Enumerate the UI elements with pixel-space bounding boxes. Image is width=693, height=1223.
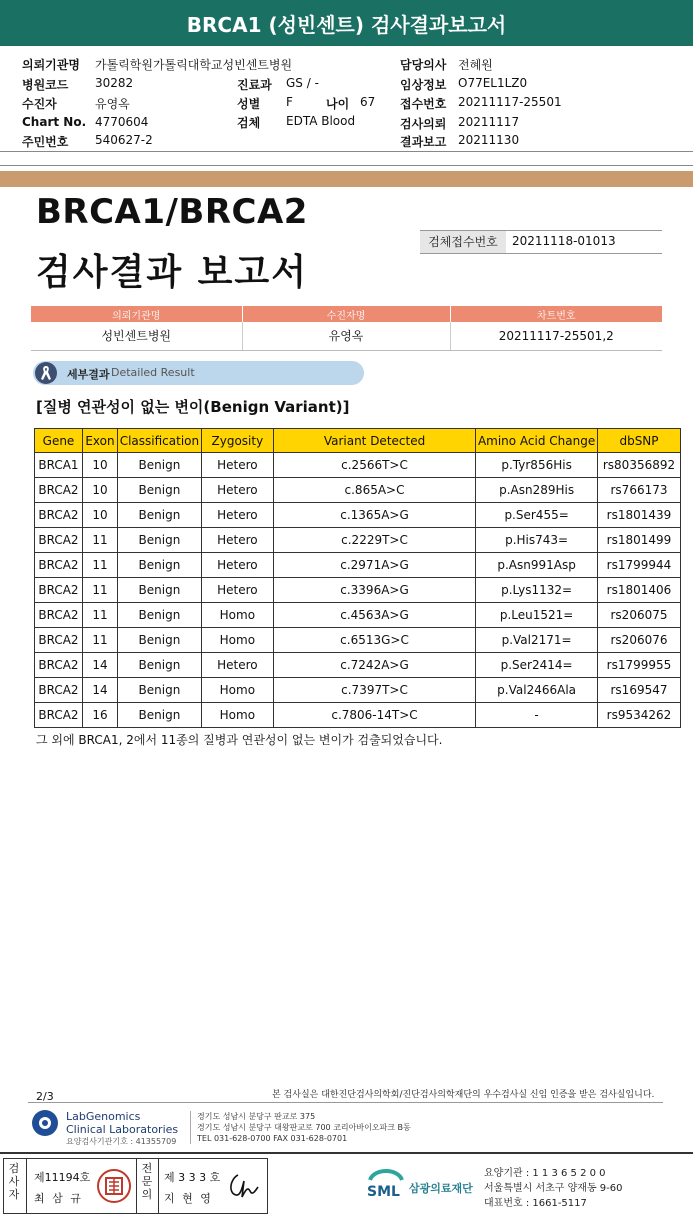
sml-code: 요양기관 : 1 1 3 6 5 2 0 0 <box>484 1168 606 1179</box>
info-table-row <box>31 322 662 350</box>
specialist-label: 전문의 <box>141 1162 153 1201</box>
cell-exon: 11 <box>82 628 117 653</box>
cell-gene: BRCA2 <box>35 603 83 628</box>
accession-label: 검체접수번호 <box>420 231 506 253</box>
cell-classification: Benign <box>117 553 201 578</box>
cell-dbsnp: rs1801406 <box>598 578 681 603</box>
sig-sep-2 <box>136 1159 137 1213</box>
lab-address-line3: TEL 031-628-0700 FAX 031-628-0701 <box>197 1134 348 1143</box>
cell-gene: BRCA2 <box>35 528 83 553</box>
cell-dbsnp: rs206075 <box>598 603 681 628</box>
cell-gene: BRCA2 <box>35 653 83 678</box>
chart-value: 4770604 <box>95 115 149 129</box>
info-header-institution: 의뢰기관명 <box>31 306 242 322</box>
table-row <box>35 453 681 478</box>
table-row <box>35 528 681 553</box>
sig-sep-3 <box>158 1159 159 1213</box>
cell-gene: BRCA2 <box>35 478 83 503</box>
cell-exon: 14 <box>82 678 117 703</box>
cell-variant: c.1365A>G <box>273 503 475 528</box>
detailed-result-pill <box>33 361 364 385</box>
hospital-code-value: 30282 <box>95 76 134 90</box>
col-zygosity: Zygosity <box>201 429 273 453</box>
lab-address-line1: 경기도 성남시 분당구 판교로 375 <box>197 1112 316 1121</box>
table-row <box>35 678 681 703</box>
col-dbsnp: dbSNP <box>598 429 681 453</box>
cell-variant: c.7242A>G <box>273 653 475 678</box>
cell-classification: Benign <box>117 603 201 628</box>
header-divider-top <box>0 151 693 152</box>
cell-classification: Benign <box>117 503 201 528</box>
cell-gene: BRCA2 <box>35 678 83 703</box>
lab-address <box>190 1111 411 1144</box>
cell-amino-acid: p.Ser2414= <box>476 653 598 678</box>
col-classification: Classification <box>117 429 201 453</box>
req-date-label: 검사의뢰 <box>400 117 447 131</box>
footer-divider <box>28 1102 663 1103</box>
table-row <box>35 503 681 528</box>
info-header-patient: 수진자명 <box>242 306 450 322</box>
hospital-code-label: 병원코드 <box>22 78 69 92</box>
info-header-chart: 차트번호 <box>450 306 662 322</box>
dept-value: GS / - <box>286 76 319 90</box>
cell-variant: c.7806-14T>C <box>273 703 475 728</box>
age-label: 나이 <box>326 97 350 111</box>
cell-amino-acid: p.Asn991Asp <box>476 553 598 578</box>
cell-classification: Benign <box>117 653 201 678</box>
labgenomics-logo-icon <box>32 1110 58 1136</box>
certification-note: 본 검사실은 대한진단검사의학회/진단검사의학재단의 우수검사실 신임 인증을 받은 검사실입니다. <box>272 1090 655 1100</box>
cell-dbsnp: rs1801439 <box>598 503 681 528</box>
institution-label: 의뢰기관명 <box>22 58 80 72</box>
cell-amino-acid: p.His743= <box>476 528 598 553</box>
cell-classification: Benign <box>117 453 201 478</box>
cell-zygosity: Hetero <box>201 653 273 678</box>
col-variant: Variant Detected <box>273 429 475 453</box>
cell-variant: c.865A>C <box>273 478 475 503</box>
signature-divider <box>0 1152 693 1154</box>
sex-label: 성별 <box>237 97 261 111</box>
cell-exon: 10 <box>82 478 117 503</box>
cell-dbsnp: rs206076 <box>598 628 681 653</box>
page-number: 2/3 <box>36 1090 54 1103</box>
cell-classification: Benign <box>117 703 201 728</box>
reg-no-value: 20211117-25501 <box>458 95 562 109</box>
cell-gene: BRCA2 <box>35 503 83 528</box>
report-date-value: 20211130 <box>458 133 520 147</box>
cell-exon: 10 <box>82 453 117 478</box>
chart-label: Chart No. <box>22 115 87 129</box>
cell-amino-acid: p.Lys1132= <box>476 578 598 603</box>
info-value-patient: 유영옥 <box>242 322 450 350</box>
cell-amino-acid: p.Leu1521= <box>476 603 598 628</box>
req-date-value: 20211117 <box>458 115 520 129</box>
cell-dbsnp: rs1799944 <box>598 553 681 578</box>
section-title: [질병 연관성이 없는 변이(Benign Variant)] <box>36 398 350 416</box>
institution-value: 가톨릭학원가톨릭대학교성빈센트병원 <box>95 58 293 72</box>
cell-exon: 14 <box>82 653 117 678</box>
tester-name: 최 삼 규 <box>34 1192 83 1205</box>
cell-gene: BRCA2 <box>35 553 83 578</box>
cell-amino-acid: p.Val2466Ala <box>476 678 598 703</box>
report-title-line2: 검사결과 보고서 <box>36 252 308 293</box>
table-row <box>35 653 681 678</box>
sml-name: 삼광의료재단 <box>409 1182 473 1195</box>
clinical-label: 임상정보 <box>400 78 447 92</box>
dept-label: 진료과 <box>237 78 272 92</box>
table-row <box>35 703 681 728</box>
cell-exon: 11 <box>82 553 117 578</box>
info-table <box>31 306 662 351</box>
cell-exon: 16 <box>82 703 117 728</box>
cell-zygosity: Homo <box>201 678 273 703</box>
cell-zygosity: Hetero <box>201 478 273 503</box>
patient-value: 유영옥 <box>95 97 130 111</box>
ribbon-icon <box>35 362 57 384</box>
lab-name-line1: LabGenomics <box>66 1110 141 1123</box>
cell-zygosity: Homo <box>201 603 273 628</box>
cell-exon: 10 <box>82 503 117 528</box>
doctor-label: 담당의사 <box>400 58 447 72</box>
reg-no-label: 접수번호 <box>400 97 447 111</box>
pill-label-en: Detailed Result <box>111 366 195 379</box>
sml-address: 서울특별시 서초구 양재동 9-60 <box>484 1183 623 1194</box>
specialist-no: 제 3 3 3 호 <box>164 1171 221 1184</box>
sig-sep-1 <box>26 1159 27 1213</box>
cell-zygosity: Hetero <box>201 578 273 603</box>
table-row <box>35 628 681 653</box>
cell-amino-acid: p.Tyr856His <box>476 453 598 478</box>
cell-dbsnp: rs9534262 <box>598 703 681 728</box>
cell-zygosity: Hetero <box>201 553 273 578</box>
cell-dbsnp: rs1801499 <box>598 528 681 553</box>
cell-dbsnp: rs80356892 <box>598 453 681 478</box>
info-value-chart: 20211117-25501,2 <box>450 322 662 350</box>
section-band <box>0 171 693 187</box>
header-divider-bottom <box>0 165 693 166</box>
specimen-label: 검체 <box>237 116 261 130</box>
variant-table <box>34 428 681 728</box>
sml-logo-icon <box>366 1166 406 1200</box>
cell-dbsnp: rs169547 <box>598 678 681 703</box>
specimen-value: EDTA Blood <box>286 114 356 128</box>
cell-zygosity: Hetero <box>201 503 273 528</box>
table-row <box>35 578 681 603</box>
report-title-line1: BRCA1/BRCA2 <box>36 192 308 232</box>
cell-zygosity: Homo <box>201 628 273 653</box>
col-exon: Exon <box>82 429 117 453</box>
cell-variant: c.4563A>G <box>273 603 475 628</box>
cell-classification: Benign <box>117 478 201 503</box>
report-date-label: 결과보고 <box>400 135 447 149</box>
pill-label-ko: 세부결과 <box>67 368 110 381</box>
tester-no: 제11194호 <box>34 1171 91 1184</box>
cell-variant: c.3396A>G <box>273 578 475 603</box>
cell-classification: Benign <box>117 528 201 553</box>
cell-amino-acid: p.Val2171= <box>476 628 598 653</box>
tester-seal-icon <box>95 1167 133 1205</box>
col-amino-acid: Amino Acid Change <box>476 429 598 453</box>
cell-classification: Benign <box>117 578 201 603</box>
cell-amino-acid: p.Asn289His <box>476 478 598 503</box>
specialist-signature-icon <box>224 1167 264 1205</box>
labgenomics-name <box>66 1110 178 1136</box>
accession-box <box>420 230 662 254</box>
lab-name-line2: Clinical Laboratories <box>66 1123 179 1136</box>
cell-dbsnp: rs1799955 <box>598 653 681 678</box>
cell-gene: BRCA2 <box>35 578 83 603</box>
specialist-name: 지 현 영 <box>164 1192 213 1205</box>
cell-classification: Benign <box>117 628 201 653</box>
id-label: 주민번호 <box>22 135 69 149</box>
age-value: 67 <box>360 95 376 109</box>
info-table-header <box>31 306 662 322</box>
cell-exon: 11 <box>82 528 117 553</box>
cell-variant: c.7397T>C <box>273 678 475 703</box>
cell-variant: c.2971A>G <box>273 553 475 578</box>
cell-zygosity: Hetero <box>201 453 273 478</box>
table-row <box>35 478 681 503</box>
cell-gene: BRCA1 <box>35 453 83 478</box>
cell-variant: c.2229T>C <box>273 528 475 553</box>
sex-value: F <box>286 95 293 109</box>
signature-box <box>3 1158 268 1214</box>
cell-amino-acid: - <box>476 703 598 728</box>
cell-exon: 11 <box>82 603 117 628</box>
cell-variant: c.2566T>C <box>273 453 475 478</box>
lab-code: 요양검사기관기호 : 41355709 <box>66 1137 177 1146</box>
lab-address-line2: 경기도 성남시 분당구 대왕판교로 700 코리아바이오파크 B동 <box>197 1123 411 1132</box>
table-row <box>35 603 681 628</box>
cell-amino-acid: p.Ser455= <box>476 503 598 528</box>
cell-zygosity: Hetero <box>201 528 273 553</box>
variant-note: 그 외에 BRCA1, 2에서 11종의 질병과 연관성이 없는 변이가 검출되었습니다. <box>36 733 443 747</box>
sml-logo-text: SML <box>367 1184 400 1200</box>
cell-dbsnp: rs766173 <box>598 478 681 503</box>
doctor-value: 전혜원 <box>458 58 493 72</box>
col-gene: Gene <box>35 429 83 453</box>
id-value: 540627-2 <box>95 133 153 147</box>
variant-table-header <box>35 429 681 453</box>
sml-info <box>484 1166 623 1211</box>
cell-exon: 11 <box>82 578 117 603</box>
report-banner: BRCA1 (성빈센트) 검사결과보고서 <box>0 0 693 46</box>
info-value-institution: 성빈센트병원 <box>31 322 242 350</box>
cell-zygosity: Homo <box>201 703 273 728</box>
accession-value: 20211118-01013 <box>512 234 616 248</box>
cell-gene: BRCA2 <box>35 703 83 728</box>
cell-variant: c.6513G>C <box>273 628 475 653</box>
table-row <box>35 553 681 578</box>
variant-table-body <box>35 453 681 728</box>
cell-gene: BRCA2 <box>35 628 83 653</box>
tester-label: 검사자 <box>8 1162 20 1201</box>
cell-classification: Benign <box>117 678 201 703</box>
sml-phone: 대표번호 : 1661-5117 <box>484 1198 587 1209</box>
clinical-value: O77EL1LZ0 <box>458 76 528 90</box>
patient-label: 수진자 <box>22 97 57 111</box>
